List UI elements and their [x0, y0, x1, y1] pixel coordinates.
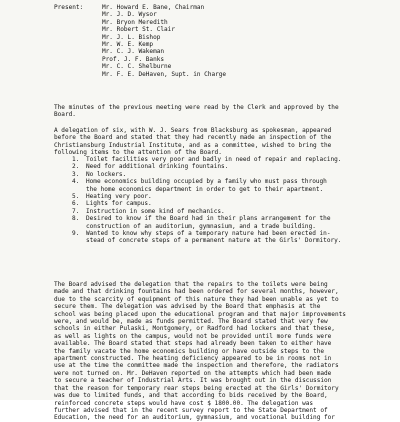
list-item-text: No lockers.	[86, 170, 127, 178]
list-item	[72, 178, 372, 193]
list-item-number: 8.	[72, 215, 80, 223]
list-item	[72, 215, 372, 230]
list-item	[72, 230, 372, 245]
attendance-row	[54, 4, 374, 11]
board-response-paragraph: The Board advised the delegation that the repairs to the toilets were being made and that drinking fountains had been ordered for several months, however, due to the scarcity of equipment of this nature they had been unable as yet to secure them. The delegation was advised by the Board that emphasis at the school was being placed upon the educational program and that major improvements were, and would be, made as funds permitted. The Board stated that very few schools in either Pulaski, Montgomery, or Radford had lockers and that these, as well as lights on the campus, would not be provided until more funds were available. The Board stated that steps had already been taken to either have the family vacate the home economics building or have outside steps to the apartment constructed. The heating deficiency appeared to be in rooms not in use at the time the committee made the inspection and therefore, the radiators were not turned on. Mr. DeHaven reported on the attempts which had been made to secure a teacher of Industrial Arts. It was brought out in the discussion that the reason for temporary rear steps being erected at the Girls' Dormitory was due to limited funds, and that according to bids received by the Board, reinforced concrete steps would have cost $ 1800.00. The delegation was further advised that in the recent survey report to the State Department of Education, the need for an auditorium, gymnasium, and vocational building for	[54, 281, 346, 422]
list-item-number: 5.	[72, 193, 80, 201]
attendee-name: Mr. C. C. Shelburne	[102, 63, 172, 71]
attendance-row	[54, 48, 374, 55]
attendee-name: Mr. J. L. Bishop	[102, 33, 161, 41]
attendance-row	[54, 19, 374, 26]
list-item	[72, 171, 372, 178]
attendee-name: Mr. Robert St. Clair	[102, 26, 175, 34]
list-item-number: 6.	[72, 200, 80, 208]
list-item-number: 3.	[72, 170, 80, 178]
list-item	[72, 163, 372, 170]
attendee-name: Mr. C. J. Wakeman	[102, 48, 165, 56]
attendance-row	[54, 56, 374, 63]
attendance-row	[54, 11, 374, 18]
list-item-text: Instruction in some kind of mechanics.	[86, 207, 225, 215]
attendee-name: Mr. Howard E. Bane, Chairman	[102, 4, 205, 11]
items-list	[72, 156, 372, 245]
attendance-row	[54, 71, 374, 78]
list-item-number: 1.	[72, 156, 80, 163]
list-item	[72, 200, 372, 207]
attendance-row	[54, 41, 374, 48]
attendance-row	[54, 26, 374, 33]
list-item	[72, 208, 372, 215]
list-item-text: Desired to know if the Board had in their plans arrangement for the construction of an auditorium, gymnasium, and a trade building.	[86, 215, 331, 230]
list-item-number: 9.	[72, 230, 80, 238]
attendee-name: Prof. J. F. Banks	[102, 55, 165, 63]
list-item-number: 4.	[72, 178, 80, 186]
list-item	[72, 193, 372, 200]
attendance-row	[54, 63, 374, 70]
attendee-name: Mr. J. D. Wysor	[102, 11, 157, 19]
attendance-label: Present:	[54, 4, 84, 11]
list-item-number: 2.	[72, 163, 80, 171]
attendee-name: Mr. W. E. Kemp	[102, 41, 154, 49]
attendance-row	[54, 34, 374, 41]
list-item	[72, 156, 372, 163]
list-item-text: Heating very poor.	[86, 193, 152, 201]
list-item-text: Lights for campus.	[86, 200, 152, 208]
list-item-text: Home economics building occupied by a family who must pass through the home economics department in order to get to their apartment.	[86, 178, 327, 193]
list-item-text: Need for additional drinking fountains.	[86, 163, 229, 171]
attendee-name: Mr. F. E. DeHaven, Supt. in Charge	[102, 70, 227, 78]
list-item-number: 7.	[72, 207, 80, 215]
attendance-list	[54, 4, 374, 78]
list-item-text: Wanted to know why steps of a temporary nature had been erected in- stead of concrete steps of a permanent nature at the Girls' Dormitory.	[86, 230, 342, 245]
attendee-name: Mr. Bryon Meredith	[102, 18, 168, 26]
list-item-text: Toilet facilities very poor and badly in need of repair and replacing.	[86, 156, 342, 163]
minutes-approval-paragraph: The minutes of the previous meeting were read by the Clerk and approved by the Board.	[54, 104, 339, 119]
delegation-paragraph: A delegation of six, with W. J. Sears from Blacksburg as spokesman, appeared before the Board and stated that they had recently made an inspection of the Christiansburg Industrial Institute, and as a committee, wished to bring the following items to the attention of the Board.	[54, 127, 332, 157]
